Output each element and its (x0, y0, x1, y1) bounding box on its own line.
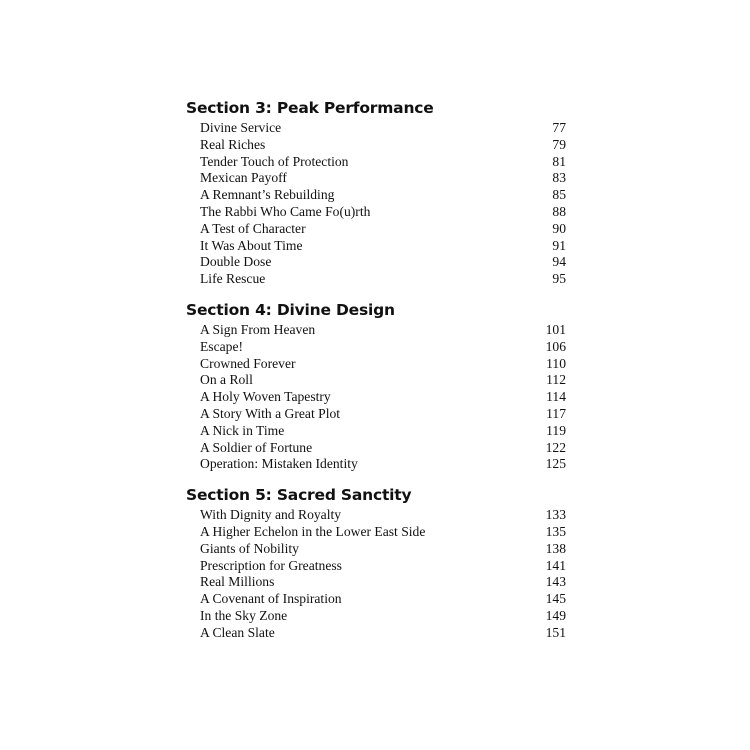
toc-entry (200, 187, 566, 204)
entry-title: A Holy Woven Tapestry (200, 389, 331, 405)
toc-entry (200, 440, 566, 457)
entry-page-number: 85 (552, 187, 566, 203)
toc-entry (200, 204, 566, 221)
section-title: Section 4: Divine Design (186, 300, 395, 319)
toc-entry (200, 238, 566, 255)
entry-page-number: 90 (552, 220, 566, 236)
toc-entry (200, 137, 566, 154)
toc-entry (200, 356, 566, 373)
entry-title: It Was About Time (200, 237, 303, 253)
toc-entry (200, 507, 566, 524)
entry-page-number: 106 (545, 338, 566, 354)
entry-title: Escape! (200, 338, 244, 354)
entry-page-number: 112 (546, 372, 566, 388)
entry-page-number: 151 (545, 624, 566, 640)
entry-page-number: 101 (545, 321, 566, 337)
entry-page-number: 114 (546, 389, 566, 405)
entry-title: Crowned Forever (200, 355, 296, 371)
entry-title: Operation: Mistaken Identity (200, 456, 358, 472)
entry-page-number: 143 (545, 574, 566, 590)
toc-entry (200, 154, 566, 171)
entry-page-number: 125 (545, 456, 566, 472)
toc-section (186, 96, 566, 288)
entry-title: In the Sky Zone (200, 607, 288, 623)
entry-page-number: 133 (545, 507, 566, 523)
entry-page-number: 110 (546, 355, 566, 371)
toc-entry (200, 254, 566, 271)
entry-title: The Rabbi Who Came Fo(u)rth (200, 203, 371, 219)
entry-list (186, 120, 566, 288)
entry-title: With Dignity and Royalty (200, 507, 342, 523)
entry-page-number: 117 (546, 405, 566, 421)
entry-title: Life Rescue (200, 271, 266, 287)
table-of-contents (186, 96, 566, 642)
entry-title: Real Riches (200, 136, 266, 152)
entry-page-number: 77 (552, 120, 566, 135)
entry-title: Tender Touch of Protection (200, 153, 349, 169)
entry-title: Prescription for Greatness (200, 557, 342, 573)
entry-list (186, 322, 566, 473)
entry-title: A Soldier of Fortune (200, 439, 313, 455)
entry-page-number: 95 (552, 271, 566, 287)
toc-section (186, 298, 566, 473)
section-title: Section 3: Peak Performance (186, 99, 434, 117)
toc-entry (200, 271, 566, 288)
toc-entry (200, 339, 566, 356)
entry-title: A Remnant’s Rebuilding (200, 187, 335, 203)
toc-entry (200, 322, 566, 339)
entry-page-number: 88 (552, 203, 566, 219)
entry-title: Double Dose (200, 254, 272, 270)
toc-entry (200, 524, 566, 541)
toc-entry (200, 372, 566, 389)
entry-page-number: 81 (552, 153, 566, 169)
toc-entry (200, 574, 566, 591)
entry-title: A Story With a Great Plot (200, 405, 341, 421)
toc-entry (200, 541, 566, 558)
toc-entry (200, 120, 566, 137)
entry-title: A Higher Echelon in the Lower East Side (200, 523, 426, 539)
toc-entry (200, 625, 566, 642)
section-title: Section 5: Sacred Sanctity (186, 486, 412, 505)
entry-title: Divine Service (200, 120, 282, 135)
entry-page-number: 141 (545, 557, 566, 573)
entry-page-number: 145 (545, 591, 566, 607)
entry-title: Giants of Nobility (200, 540, 299, 556)
entry-title: A Nick in Time (200, 422, 285, 438)
entry-list (186, 507, 566, 641)
entry-page-number: 119 (546, 422, 566, 438)
entry-page-number: 138 (545, 540, 566, 556)
entry-title: Real Millions (200, 574, 275, 590)
entry-title: A Clean Slate (200, 624, 275, 640)
toc-entry (200, 389, 566, 406)
entry-page-number: 135 (545, 523, 566, 539)
entry-page-number: 91 (552, 237, 566, 253)
entry-page-number: 83 (552, 170, 566, 186)
toc-entry (200, 221, 566, 238)
entry-title: On a Roll (200, 372, 253, 388)
toc-entry (200, 423, 566, 440)
entry-page-number: 94 (552, 254, 566, 270)
entry-title: A Test of Character (200, 220, 306, 236)
toc-entry (200, 591, 566, 608)
entry-title: A Covenant of Inspiration (200, 591, 342, 607)
entry-title: A Sign From Heaven (200, 321, 316, 337)
entry-page-number: 122 (545, 439, 566, 455)
toc-entry (200, 608, 566, 625)
toc-entry (200, 170, 566, 187)
entry-page-number: 79 (552, 136, 566, 152)
entry-page-number: 149 (545, 607, 566, 623)
entry-title: Mexican Payoff (200, 170, 287, 186)
toc-entry (200, 558, 566, 575)
toc-entry (200, 406, 566, 423)
toc-entry (200, 456, 566, 473)
toc-section (186, 483, 566, 641)
